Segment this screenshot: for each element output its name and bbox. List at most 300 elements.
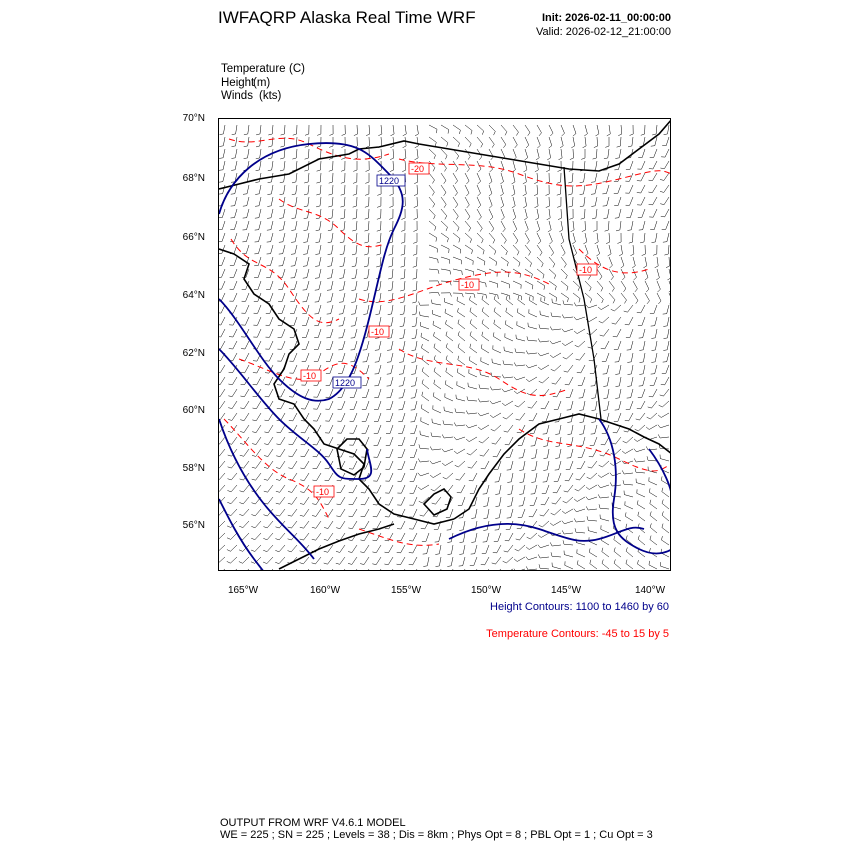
wind-barb	[366, 137, 370, 148]
wind-barb	[531, 473, 537, 483]
wind-barb	[513, 149, 516, 160]
wind-barb	[601, 437, 609, 445]
wind-barb	[493, 332, 501, 341]
wind-barb	[423, 557, 429, 567]
wind-barb	[609, 257, 612, 268]
wind-barb	[263, 545, 273, 552]
wind-barb	[289, 413, 297, 421]
wind-barb	[590, 437, 597, 445]
wind-barb	[613, 329, 621, 337]
wind-barb	[457, 297, 465, 305]
wind-barb	[562, 521, 573, 524]
wind-barb	[252, 413, 261, 421]
wind-barb	[397, 521, 405, 529]
wind-barb	[445, 380, 453, 389]
wind-barb	[255, 185, 261, 195]
wind-barb	[228, 425, 237, 432]
wind-barb	[429, 137, 436, 146]
wind-barb	[471, 545, 477, 554]
wind-barb	[429, 161, 435, 171]
wind-barb	[324, 557, 333, 564]
wind-barb	[266, 257, 273, 266]
wind-barb	[663, 233, 669, 242]
wind-barb	[291, 269, 297, 278]
wind-barb	[288, 473, 297, 481]
wind-barb	[340, 245, 345, 255]
wind-barb	[549, 257, 555, 267]
wind-barb	[598, 473, 609, 478]
valid-time: Valid: 2026-02-12_21:00:00	[536, 26, 671, 38]
wind-barb	[525, 137, 529, 148]
wind-barb	[628, 137, 633, 147]
wind-barb	[388, 281, 393, 291]
wind-barb	[481, 357, 489, 365]
wind-barb	[465, 221, 471, 231]
temperature-contour-label: -20	[411, 164, 425, 174]
wind-barb	[280, 185, 285, 195]
wind-barb	[231, 209, 238, 218]
wind-barb	[526, 377, 537, 382]
wind-barb	[290, 293, 297, 302]
wind-barb	[513, 293, 522, 300]
wind-barb	[329, 161, 333, 171]
wind-barb	[453, 221, 459, 231]
wind-barb	[336, 557, 345, 564]
wind-barb	[304, 197, 309, 207]
wind-barb	[419, 302, 430, 306]
wind-barb	[494, 295, 501, 305]
wind-barb	[219, 341, 225, 349]
wind-barb	[586, 506, 597, 510]
wind-barb	[231, 149, 237, 159]
wind-barb	[339, 293, 345, 302]
wind-barb	[470, 332, 477, 342]
wind-barb	[349, 461, 357, 469]
wind-barb	[493, 545, 501, 553]
wind-barb	[516, 533, 525, 540]
wind-barb	[626, 547, 633, 557]
field-temperature	[221, 63, 305, 75]
wind-barb	[630, 245, 634, 256]
wind-barb	[384, 569, 393, 571]
wind-barb	[609, 293, 615, 303]
wind-barb	[326, 329, 333, 338]
wind-barb	[503, 557, 513, 563]
wind-barb	[489, 125, 495, 135]
wind-barb	[219, 233, 225, 242]
wind-barb	[314, 341, 321, 350]
wind-barb	[491, 569, 501, 571]
wind-barb	[557, 197, 561, 207]
wind-barb	[432, 419, 441, 425]
wind-barb	[429, 257, 438, 263]
wind-barb	[526, 557, 537, 560]
wind-barb	[569, 197, 574, 207]
wind-barb	[565, 561, 573, 569]
wind-barb	[625, 317, 633, 325]
wind-barb	[561, 233, 564, 244]
wind-barb	[557, 173, 561, 183]
wind-barb	[489, 137, 494, 148]
wind-barb	[385, 497, 393, 505]
wind-barb	[549, 281, 556, 290]
wind-barb	[301, 425, 309, 433]
wind-barb	[660, 389, 669, 396]
wind-barb	[219, 449, 225, 456]
wind-barb	[434, 344, 441, 353]
wind-barb	[573, 245, 577, 256]
wind-barb	[387, 377, 393, 386]
wind-barb	[403, 137, 407, 148]
wind-barb	[374, 437, 381, 445]
wind-barb	[422, 533, 429, 542]
wind-barb	[626, 401, 633, 409]
wind-barb	[609, 281, 614, 292]
wind-barb	[649, 477, 657, 485]
wind-barb	[580, 197, 585, 207]
wind-barb	[625, 185, 633, 193]
wind-barb	[489, 257, 497, 266]
wind-barb	[446, 320, 454, 329]
wind-barb	[454, 437, 465, 440]
wind-barb	[434, 380, 441, 389]
wind-barb	[627, 341, 633, 350]
wind-barb	[550, 542, 561, 546]
wind-barb	[348, 545, 357, 553]
wind-barb	[219, 329, 225, 337]
wind-barb	[455, 461, 465, 467]
wind-barb	[441, 125, 449, 134]
wind-barb	[561, 281, 568, 291]
wind-barb	[661, 377, 669, 385]
wind-barb	[292, 185, 297, 195]
wind-barb	[532, 461, 538, 471]
wind-barb	[465, 233, 472, 243]
wind-barb	[468, 461, 477, 468]
wind-barb	[595, 233, 599, 244]
wind-barb	[341, 185, 345, 195]
wind-barb	[278, 305, 285, 314]
wind-barb	[561, 245, 565, 256]
wind-barb	[398, 461, 405, 469]
wind-barb	[300, 473, 309, 481]
wind-barb	[601, 525, 609, 533]
wind-barb	[477, 293, 487, 298]
wind-barb	[419, 444, 429, 449]
wind-barb	[242, 233, 249, 242]
wind-barb	[560, 137, 563, 148]
wind-barb	[634, 449, 645, 452]
wind-barb	[373, 461, 381, 469]
wind-barb	[622, 449, 633, 454]
wind-barb	[523, 185, 527, 196]
wind-barb	[574, 317, 585, 320]
wind-barb	[302, 329, 309, 338]
wind-barb	[453, 293, 463, 297]
wind-barb	[489, 293, 498, 299]
wind-barb	[353, 185, 357, 195]
wind-barb	[441, 293, 452, 297]
wind-barb	[292, 209, 298, 219]
wind-barb	[227, 557, 237, 563]
wind-barb	[482, 307, 489, 317]
wind-barb	[325, 425, 333, 433]
wind-barb	[614, 197, 621, 206]
wind-barb	[241, 365, 249, 373]
wind-barb	[531, 485, 537, 494]
wind-barb	[313, 401, 321, 409]
wind-barb	[336, 509, 345, 517]
lon-label: 165°W	[227, 585, 259, 596]
wind-barb	[336, 569, 345, 571]
wind-barb	[489, 245, 496, 255]
wind-barb	[669, 293, 671, 304]
wind-barb	[255, 221, 261, 230]
wind-barb	[324, 497, 333, 505]
wind-barb	[409, 533, 417, 541]
wind-barb	[228, 473, 238, 480]
wind-barb	[362, 425, 369, 433]
wind-barb	[390, 149, 394, 160]
lat-label: 58°N	[182, 463, 205, 474]
wind-barb	[482, 296, 489, 305]
wind-barb	[607, 125, 611, 136]
wind-barb	[465, 185, 469, 196]
wind-barb	[586, 305, 597, 308]
wind-barb	[281, 125, 285, 135]
wind-barb	[639, 341, 645, 351]
wind-barb	[535, 197, 539, 208]
wind-barb	[661, 209, 669, 217]
wind-barb	[387, 365, 393, 374]
wind-barb	[314, 353, 321, 362]
wind-barb	[567, 401, 573, 410]
wind-barb	[593, 221, 597, 231]
wind-barb	[552, 377, 561, 384]
wind-barb	[229, 341, 237, 349]
wind-barb	[650, 536, 657, 545]
wind-barb	[649, 173, 658, 181]
wind-barb	[377, 233, 381, 243]
wind-barb	[300, 461, 309, 469]
wind-barb	[637, 500, 645, 509]
wind-barb	[421, 404, 429, 413]
wind-barb	[465, 257, 473, 265]
wind-barb	[251, 521, 261, 528]
wind-barb	[512, 161, 515, 172]
wind-barb	[453, 173, 458, 184]
wind-barb	[354, 125, 358, 136]
wind-barb	[252, 449, 261, 456]
wind-barb	[657, 281, 660, 292]
wind-barb	[600, 449, 609, 456]
wind-barb	[388, 317, 394, 327]
wind-barb	[324, 521, 333, 529]
wind-barb	[315, 257, 321, 266]
wind-barb	[648, 467, 657, 473]
wind-barb	[534, 173, 538, 184]
wind-barb	[504, 425, 513, 432]
wind-barb	[657, 293, 661, 304]
wind-barb	[373, 521, 381, 529]
wind-barb	[219, 149, 225, 158]
wind-barb	[362, 413, 369, 421]
wind-barb	[591, 389, 597, 399]
wind-barb	[430, 461, 441, 464]
wind-barb	[353, 197, 357, 207]
wind-barb	[501, 233, 506, 244]
wind-barb	[625, 413, 633, 421]
wind-barb	[567, 413, 573, 423]
wind-barb	[662, 536, 670, 545]
wind-barb	[327, 305, 333, 314]
wind-barb	[467, 449, 477, 455]
wind-barb	[471, 509, 477, 519]
wind-barb	[492, 437, 501, 444]
wind-barb	[660, 562, 669, 569]
wind-barb	[304, 209, 309, 219]
wind-barb	[267, 221, 273, 230]
wind-barb	[579, 425, 585, 435]
wind-barb	[339, 281, 345, 290]
wind-barb	[239, 569, 249, 571]
wind-barb	[506, 308, 513, 317]
wind-barb	[582, 221, 586, 232]
temperature-contour-label: -10	[461, 280, 475, 290]
wind-barb	[232, 125, 237, 135]
wind-barb	[603, 173, 610, 182]
wind-barb	[429, 221, 436, 231]
wind-barb	[525, 221, 528, 232]
wind-barb	[399, 341, 405, 351]
wind-barb	[341, 161, 345, 171]
wind-barb	[441, 245, 449, 253]
wind-barb	[267, 209, 273, 218]
wind-barb	[669, 281, 671, 292]
wind-barb	[360, 569, 369, 571]
field-name: Temperature	[221, 63, 286, 75]
wind-barb	[606, 233, 610, 244]
wind-barb	[413, 221, 417, 232]
wind-barb	[587, 473, 597, 479]
wind-barb	[664, 245, 669, 255]
wind-barb	[586, 485, 597, 490]
wind-barb	[502, 389, 513, 392]
wind-barb	[458, 320, 465, 329]
lon-label: 155°W	[390, 585, 422, 596]
wind-barb	[650, 149, 657, 157]
wind-barb	[465, 245, 473, 254]
wind-barb	[494, 308, 501, 318]
wind-barb	[477, 197, 481, 208]
wind-barb	[614, 548, 621, 558]
wind-barb	[503, 360, 513, 365]
wind-barb	[447, 521, 453, 530]
wind-barb	[266, 269, 273, 278]
wind-barb	[219, 221, 225, 230]
wind-barb	[429, 197, 435, 207]
wind-barb	[441, 137, 448, 147]
wind-barb	[597, 257, 601, 268]
wind-barb	[291, 233, 297, 242]
wind-barb	[586, 497, 597, 500]
wind-barb	[512, 185, 515, 196]
wind-barb	[662, 137, 669, 146]
wind-barb	[388, 257, 393, 267]
wind-barb	[374, 425, 381, 433]
wind-barb	[469, 473, 477, 481]
wind-barb	[603, 401, 609, 411]
wind-barb	[403, 125, 407, 136]
wind-barb	[600, 515, 609, 521]
wind-barb	[478, 399, 489, 403]
wind-barb	[630, 125, 634, 136]
wind-barb	[538, 533, 549, 538]
wind-barb	[525, 125, 530, 136]
height-contour	[219, 419, 314, 559]
wind-barb	[650, 377, 657, 385]
wind-barb	[432, 310, 441, 317]
wind-barb	[352, 245, 357, 255]
wind-barb	[411, 389, 417, 398]
wind-barb	[616, 377, 622, 387]
wind-barb	[398, 437, 405, 446]
wind-barb	[385, 545, 394, 553]
wind-barb	[336, 521, 345, 529]
wind-barb	[457, 485, 465, 493]
wind-barb	[668, 269, 671, 280]
wind-barb	[421, 333, 429, 341]
field-unit: (kts)	[259, 90, 282, 102]
wind-barb	[502, 569, 513, 571]
wind-barb	[219, 533, 225, 539]
wind-barb	[418, 485, 429, 490]
wind-barb	[661, 149, 669, 157]
wind-barb	[292, 173, 297, 183]
wind-barb	[596, 245, 599, 256]
wind-barb	[467, 396, 477, 401]
wind-barb	[413, 281, 418, 291]
wind-barb	[360, 557, 369, 565]
wind-barb	[388, 293, 393, 303]
wind-barb	[276, 509, 285, 516]
wind-barb	[316, 233, 322, 243]
wind-barb	[551, 312, 561, 317]
temperature-contours	[224, 138, 671, 545]
wind-barb	[365, 197, 369, 207]
wind-barb	[603, 377, 609, 387]
wind-barb	[527, 336, 537, 341]
wind-barb	[279, 233, 285, 242]
wind-barb	[291, 257, 297, 266]
wind-barb	[327, 293, 333, 302]
wind-barb	[338, 341, 345, 350]
wind-barb	[265, 377, 273, 385]
wind-barb	[489, 173, 492, 184]
wind-barb	[351, 281, 357, 291]
wind-barb	[230, 221, 237, 230]
wind-barb	[329, 137, 333, 147]
wind-barb	[602, 353, 609, 362]
wind-barb	[489, 281, 498, 288]
wind-barb	[505, 437, 513, 445]
wind-barb	[227, 545, 237, 551]
wind-barb	[411, 353, 417, 363]
wind-barb	[276, 449, 285, 457]
wind-barb	[385, 485, 393, 493]
wind-barb	[391, 125, 395, 136]
kodiak-island	[424, 489, 451, 515]
